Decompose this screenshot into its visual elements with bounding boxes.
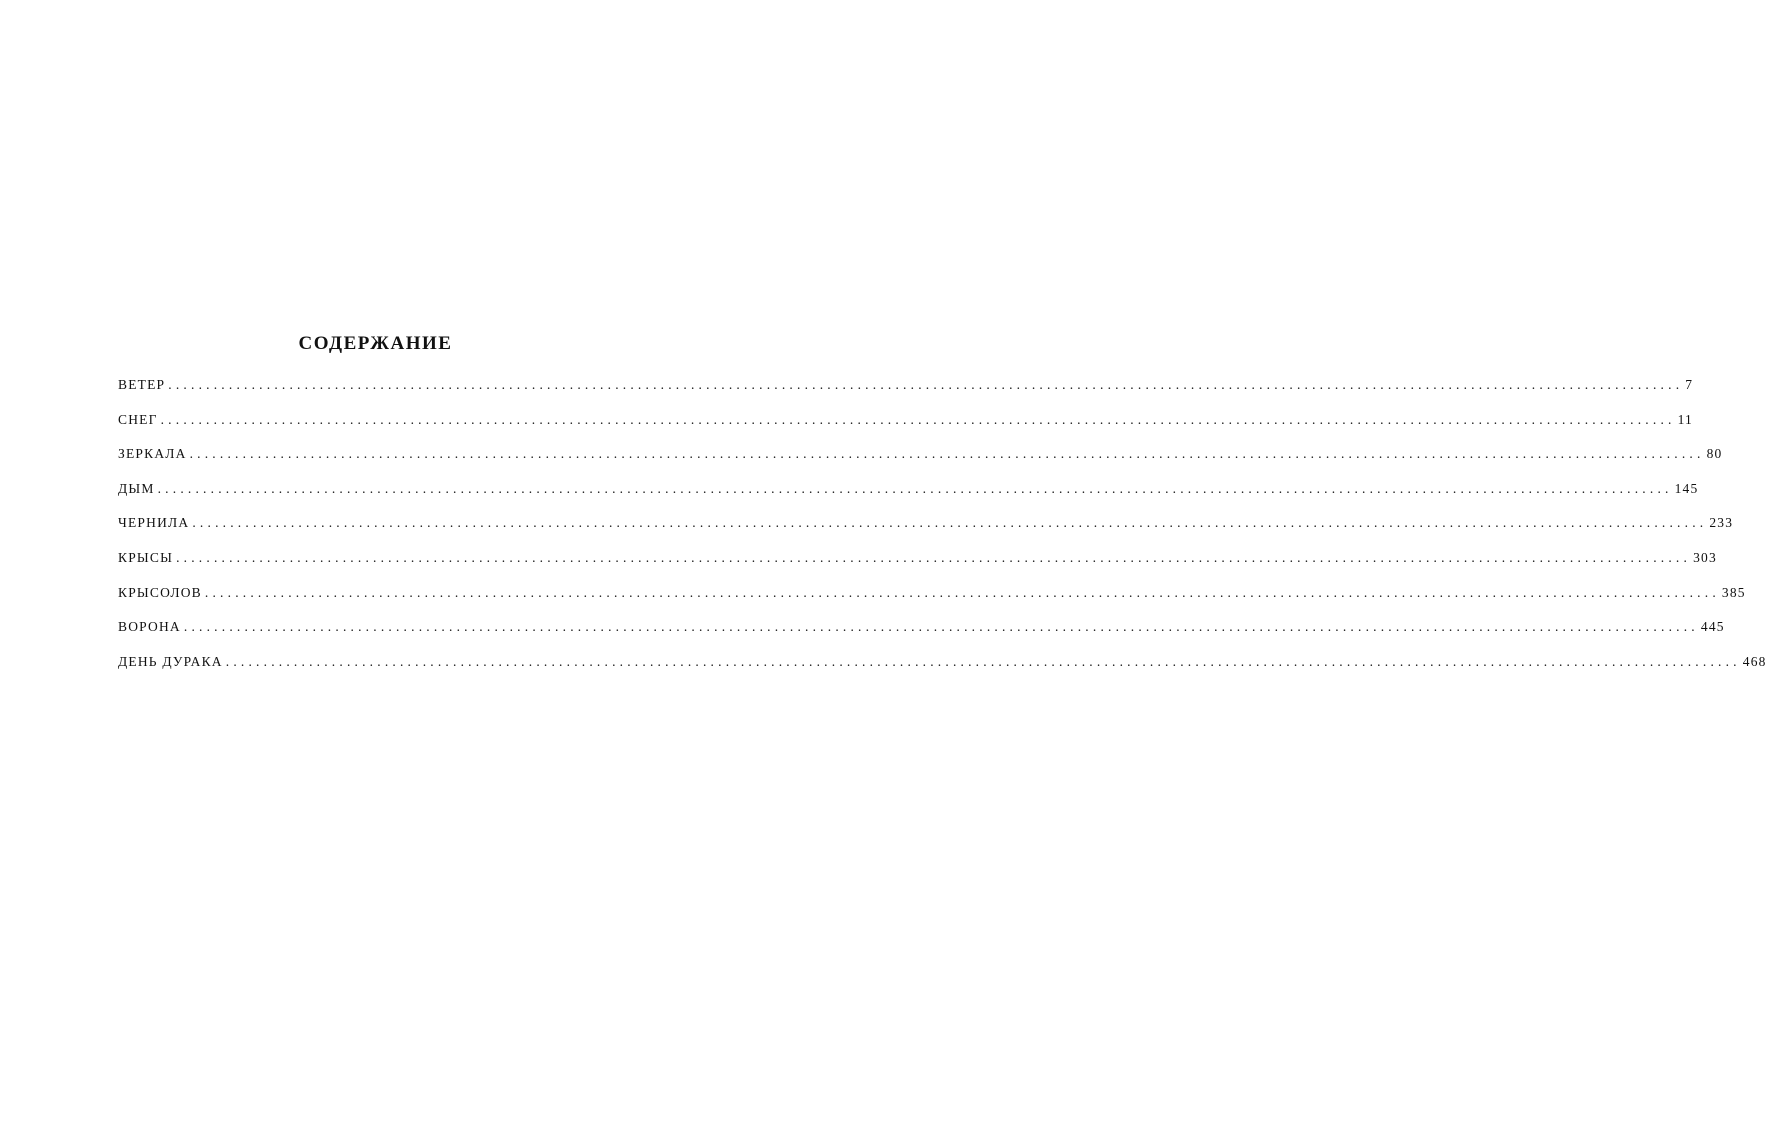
toc-entry xyxy=(118,377,1694,412)
dot-leader: ........................................................................................................................................................................................................ xyxy=(176,549,1692,565)
toc-entry xyxy=(118,446,1723,481)
toc-entry xyxy=(118,619,1725,654)
toc-entry-title: ЧЕРНИЛА xyxy=(118,515,190,531)
toc-entry-page: 303 xyxy=(1693,549,1717,565)
toc-entry xyxy=(118,584,1746,620)
toc-entry-page: 233 xyxy=(1709,515,1734,531)
toc-entry-title: КРЫСОЛОВ xyxy=(118,584,202,600)
toc-entry-page: 445 xyxy=(1700,619,1725,635)
dot-leader: ........................................................................................................................................................................................................ xyxy=(225,653,1741,669)
toc-entry-title: ЗЕРКАЛА xyxy=(118,446,187,462)
dot-leader: ........................................................................................................................................................................................................ xyxy=(183,619,1699,635)
toc-entry xyxy=(118,411,1694,447)
page-title: СОДЕРЖАНИЕ xyxy=(298,333,453,354)
toc-entry xyxy=(118,480,1699,516)
toc-entry-page: 468 xyxy=(1742,653,1767,669)
toc-entry-title: ДЫМ xyxy=(118,480,155,496)
toc-entry xyxy=(118,549,1717,585)
dot-leader: ........................................................................................................................................................................................................ xyxy=(192,515,1708,531)
toc-entry-title: СНЕГ xyxy=(118,411,158,427)
dot-leader: ........................................................................................................................................................................................................ xyxy=(157,480,1673,496)
dot-leader: ........................................................................................................................................................................................................ xyxy=(204,584,1720,600)
toc-entry xyxy=(118,653,1767,689)
toc-entry-page: 7 xyxy=(1685,377,1694,392)
toc-list xyxy=(118,377,1767,688)
dot-leader: ........................................................................................................................................................................................................ xyxy=(189,446,1705,462)
toc-entry-page: 385 xyxy=(1721,584,1746,600)
toc-entry-title: ДЕНЬ ДУРАКА xyxy=(118,653,223,669)
toc-entry xyxy=(118,515,1734,550)
toc-entry-page: 80 xyxy=(1706,446,1723,462)
toc-entry-page: 145 xyxy=(1674,480,1699,496)
toc-entry-title: ВОРОНА xyxy=(118,619,181,635)
dot-leader: ........................................................................................................................................................................................................ xyxy=(168,377,1684,392)
dot-leader: ........................................................................................................................................................................................................ xyxy=(160,411,1676,427)
toc-entry-page: 11 xyxy=(1677,411,1694,427)
toc-entry-title: КРЫСЫ xyxy=(118,549,174,565)
toc-entry-title: ВЕТЕР xyxy=(118,377,166,392)
